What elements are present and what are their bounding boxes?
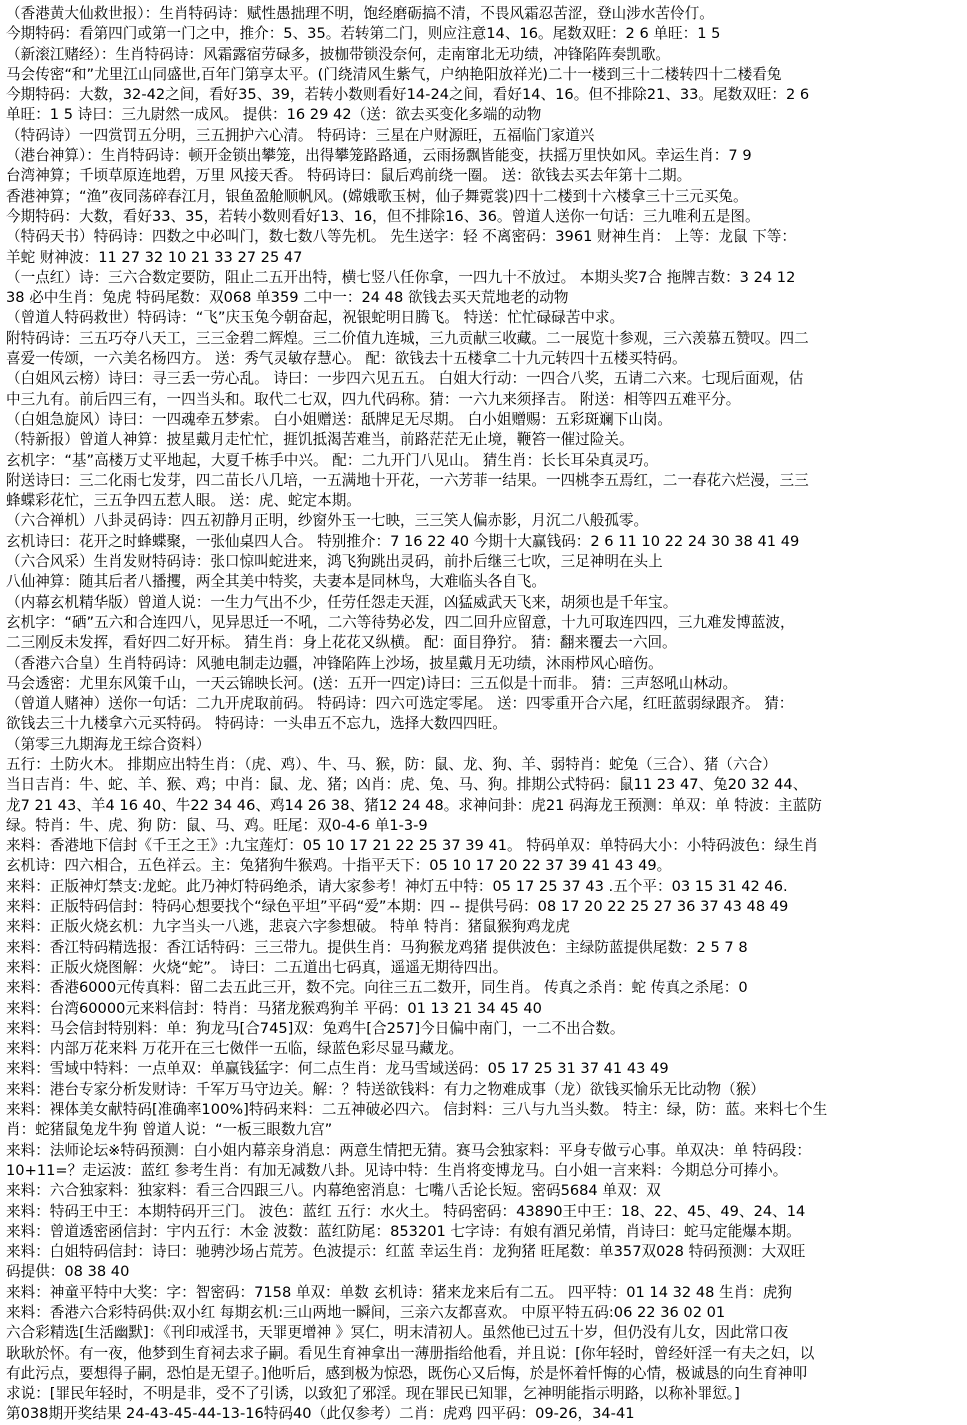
text-line: 八仙神算：随其后者八播攫，两全其美中特奖，夫妻本是同林鸟，大难临头各自飞。 bbox=[6, 573, 546, 591]
text-line: 耿耿於怀。有一夜，他梦到生育祠去求子嗣。看见生育神拿出一薄册指给他看，并且说：[你年轻时，曾经奸淫一有夫之妇，以 bbox=[6, 1344, 815, 1362]
text-line: （特码天书）特码诗：四数之中必叫门，数七数八等先机。 先生送字：轻 不离密码：3961 财神生肖： 上等：龙鼠 下等： bbox=[6, 228, 797, 246]
text-line: （内幕玄机精华版）曾道人说：一生力气出不少，任劳任怨走天涯，凶猛威武天飞来，胡须也是千年宝。 bbox=[6, 593, 678, 611]
text-line: 来料：特码王中王：本期特码开三门。 波色：蓝红 五行：水火土。 特码密码：43890王中王：18、22、45、49、24、14 bbox=[6, 1202, 806, 1220]
text-line: 二三刚反未发挥，看好四二好开标。 猜生肖：身上花花又纵横。 配：面目狰狞。 猜：翻来覆去一六回。 bbox=[6, 634, 677, 652]
text-line: （港台神算）：生肖特码诗：顿开金锁出攀笼，出得攀笼路路通，云雨扬飘皆能变，扶摇万里快如风。幸运生肖：7 9 bbox=[6, 147, 752, 165]
text-line: 喜爱一传颂，一六美名杨四方。 送：秀气灵敏存慧心。 配：欲钱去十五楼拿二十九元转四十五楼买特码。 bbox=[6, 350, 687, 368]
text-line: 中三九有。前后四三有，一四当头和。取代二七双，四九代码称。猜：一六九来须择吉。 附送：相等四五难平分。 bbox=[6, 390, 741, 408]
text-line: 玄机诗曰：花开之时蜂蝶聚，一张仙桌四人合。 特别推介：7 16 22 40 今期十大赢钱码：2 6 11 10 22 24 30 38 41 49 bbox=[6, 532, 800, 550]
text-line: 38 必中生肖：兔虎 特码尾数：双068 单359 二中一：24 48 欲钱去买天荒地老的动物 bbox=[6, 289, 569, 307]
text-line: 来料：裸体美女献特码[准确率100%]特码来料：二五神破必四六。 信封料：三八与九当头数。 特主：绿，防：蓝。来料七个生 bbox=[6, 1101, 828, 1119]
text-line: 来料：香港六合彩特码供:双小红 每期玄机:三山两地一瞬间，三亲六友都喜欢。 中原平特五码:06 22 36 02 01 bbox=[6, 1304, 726, 1321]
text-line: 马会传密“和”尤里江山同盛世,百年门第享太平。(门绕清风生紫气，户纳艳阳放祥光)二十一楼到三十二楼转四十二楼看兔 bbox=[6, 65, 782, 83]
text-line: （白姐风云榜）诗曰：寻三丢一劳心乱。 诗曰：一步四六见五五。 白姐大行动：一四合八奖，五请二六来。七现后面观，估 bbox=[6, 370, 804, 388]
text-line: 来料：香港6000元传真料：留二去五此三开，数不完。向往三五二数开，同生肖。 传真之杀肖：蛇 传真之杀尾：0 bbox=[6, 979, 748, 997]
text-line: 当日吉肖：牛、蛇、羊、猴、鸡；中肖：鼠、龙、猪；凶肖：虎、兔、马、狗。排期公式特码：鼠11 23 47、兔20 32 44、 bbox=[6, 776, 808, 794]
text-line: 第038期开奖结果 24-43-45-44-13-16特码40（此仅参考）二肖：虎鸡 四平码：09-26，34-41 bbox=[6, 1405, 635, 1423]
text-line: 来料：神童平特中大奖：字：智密码：7158 单双：单数 玄机诗：猪来龙来后有二五。 四平特：01 14 32 48 生肖：虎狗 bbox=[6, 1283, 793, 1301]
text-line: 来料：法师论坛※特码预测：白小姐内幕亲身消息：两意生情把无猜。赛马会独家料：平身专做亏心事。单双决：单 特码段： bbox=[6, 1141, 811, 1159]
text-line: 六合彩精选[生活幽默]：《刊印戒淫书，天罪更增神 》冥仁，明末清初人。虽然他已过五十岁，但仍没有儿女，因此常口夜 bbox=[6, 1324, 789, 1342]
text-line: 附特码诗：三五巧夺八天工，三三金碧二辉煌。三二价值九连城，三九贡献三收藏。二一展览十参观，三六羡慕五赞叹。四二 bbox=[6, 329, 809, 347]
text-line: （曾道人赌神）送你一句话：二九开虎取前码。 特码诗：四六可选定零尾。 送：四零重开合六尾，红旺蓝弱绿跟齐。 猜： bbox=[6, 695, 794, 713]
text-line: 来料：白姐特码信封：诗曰：驰骋沙场占荒芳。色波提示：红蓝 幸运生肖：龙狗猪 旺尾数：单357双028 特码预测：大双旺 bbox=[6, 1243, 806, 1261]
text-line: 龙7 21 43、羊4 16 40、牛22 34 46、鸡14 26 38、猪12 24 48。求神问卦：虎21 码海龙王预测：单双：单 特波：主蓝防 bbox=[6, 796, 822, 814]
text-line: 玄机字：“基”高楼万丈平地起，大夏千栋手中兴。 配：二九开门八见山。 猜生肖：长长耳朵真灵巧。 bbox=[6, 451, 658, 469]
text-line: 10+11=？走运波：蓝红 参考生肖：有加无减数八卦。见诗中特：生肖将变博龙马。白小姐一言来料：今期总分可捧小。 bbox=[6, 1161, 788, 1179]
text-line: 欲钱去三十九楼拿六元买特码。 特码诗：一头串五不忘九，选择大数四四旺。 bbox=[6, 715, 507, 733]
text-body bbox=[6, 4, 949, 1425]
text-line: 绿。特肖：牛、虎、狗 防：鼠、马、鸡。旺尾：双0-4-6 单1-3-9 bbox=[6, 816, 428, 834]
text-line: 来料：六合独家料：独家料：看三合四跟三八。内幕绝密消息：七嘴八舌论长短。密码5684 单双：双 bbox=[6, 1182, 661, 1200]
text-line: 今期特码：大数，看好33、35，若转小数则看好13、16，但不排除16、36。曾道人送你一句话：三九唯利五是图。 bbox=[6, 207, 760, 225]
text-line: 肖：蛇猪鼠兔龙牛狗 曾道人说：“一板三眼数九宫” bbox=[6, 1121, 333, 1139]
text-line: （六合风采）生肖发财特码诗：张口惊叫蛇进来，鸿飞狗跳出灵码，前扑后继三七吹，三足神明在头上 bbox=[6, 553, 663, 571]
text-line: （特码诗）一四赏罚五分明，三五拥护六心清。 特码诗：三星在户财源旺，五福临门家道兴 bbox=[6, 126, 595, 144]
text-line: 来料：正版特码信封：特码心想要找个“绿色平坦”平码“爱”本期：四 -- 提供号码：08 17 20 22 25 27 36 37 43 48 49 bbox=[6, 898, 789, 916]
text-line: 有此污点，要想得子嗣，恐怕是无望子。]他听后，感到极为惊恐，既伤心又后悔，於是怀着忏悔的心情，极诚恳的向生育神叩 bbox=[6, 1364, 808, 1382]
text-line: 来料：香江特码精选报：香江话特码：三三带九。提供生肖：马狗猴龙鸡猪 提供波色：主绿防蓝提供尾数：2 5 7 8 bbox=[6, 938, 748, 956]
text-line: 求说：[罪民年轻时，不明是非，受不了引诱，以致犯了邪淫。现在罪民已知罪，乞神明能指示明路，以称补罪愆。] bbox=[6, 1385, 740, 1403]
text-line: 玄机诗：四六相合，五色祥云。主：兔猪狗牛猴鸡。十指平天下：05 10 17 20 22 37 39 41 43 49。 bbox=[6, 857, 672, 875]
text-line: 来料：台湾60000元来料信封：特肖：马猪龙猴鸡狗羊 平码：01 13 21 34 45 40 bbox=[6, 999, 542, 1017]
text-line: （新滚江赌经）：生肖特码诗：风霜露宿劳碌多，披枷带锁没奈何，走南窜北无功绩，冲锋陷阵奏凯歌。 bbox=[6, 45, 671, 63]
text-line: 今期特码：大数，32-42之间，看好35、39，若转小数则看好14-24之间，看好14、16。但不排除21、33。尾数双旺：2 6 bbox=[6, 86, 810, 104]
text-line: 蜂蝶彩花忙，三五争四五惹人眼。 送：虎、蛇定本期。 bbox=[6, 492, 361, 510]
text-line: 五行：土防火木。 排期应出特生肖：（虎、鸡）、牛、马、猴，防：鼠、龙、狗、羊、弱特肖：蛇兔（三合）、猪（六合） bbox=[6, 755, 777, 773]
text-line: 来料：正版火烧图解：火烧“蛇”。 诗曰：二五道出七码真，遥遥无期待四出。 bbox=[6, 958, 508, 976]
text-line: 码提供：08 38 40 bbox=[6, 1263, 130, 1281]
text-line: 今期特码：看第四门或第一门之中，推介：5、35。若转第二门，则应注意14、16。尾数双旺：2 6 单旺：1 5 bbox=[6, 25, 721, 43]
text-line: 玄机字：“硒”五六和合连四八，见异思迁一不吼，二六等待势必发，四二回升应留意，十九可取连四四，三九难发博蓝波， bbox=[6, 613, 795, 631]
text-line: 来料：港台专家分析发财诗：千军万马守边关。解：？特送欲钱料：有力之物难成事（龙）欲钱买愉乐无比动物（猴） bbox=[6, 1080, 765, 1098]
text-line: 来料：香港地下信封《千王之王》:九宝莲灯：05 10 17 21 22 25 37 39 41。 特码单双：单特码大小：小特码波色：绿生肖 bbox=[6, 837, 819, 855]
text-line: （六合禅机）八卦灵码诗：四五初静月正明，纱窗外玉一七映，三三笑人偏赤影，月沉二八般孤零。 bbox=[6, 512, 649, 530]
text-line: （曾道人特码救世）特码诗：“飞”庆玉兔今朝奋起，祝银蛇明日腾飞。 特送：忙忙碌碌苦中求。 bbox=[6, 309, 625, 327]
text-line: 来料：马会信封特别料：单：狗龙马[合745]双：兔鸡牛[合257]今日偏中南门，一二不出合数。 bbox=[6, 1019, 625, 1037]
text-line: （白姐急旋风）诗曰：一四魂牵五梦索。 白小姐赠送：舐牌足无尽期。 白小姐赠赐：五彩斑斓下山岗。 bbox=[6, 410, 673, 428]
text-line: （特新报）曾道人神算：披星戴月走忙忙，捱饥抵渴苦难当，前路茫茫无止境，鞭笞一催过险关。 bbox=[6, 431, 634, 449]
text-line: 来料：正版火烧玄机：九字当头一八逃，悲哀六字参想破。 特单 特肖：猪鼠猴狗鸡龙虎 bbox=[6, 918, 570, 936]
text-line: 来料：曾道透密函信封：宇内五行：木金 波数：蓝红防尾：853201 七字诗：有娘有酒兄弟情，肖诗曰：蛇马定能爆本期。 bbox=[6, 1222, 801, 1240]
text-line: 台湾神算；千顷草原连地碧，万里 风接天香。 特码诗曰：鼠后鸡前绕一圈。 送：欲钱去买去年第十二期。 bbox=[6, 167, 692, 185]
text-line: 单旺：1 5 诗曰：三九尉然一成风。 提供：16 29 42（送：欲去买变化多端的动物 bbox=[6, 106, 542, 124]
text-line: 来料：正版神灯禁支:龙蛇。此乃神灯特码绝杀，请大家参考！神灯五中特：05 17 25 37 43 .五个平：03 15 31 42 46. bbox=[6, 877, 788, 895]
text-line: （香港黄大仙救世报）：生肖特码诗：赋性愚拙理不明，饱经磨砺搞不清，不畏风霜忍苦涩，登山涉水苦伶仃。 bbox=[6, 5, 714, 22]
text-line: （一点红）诗：三六合数定要防，阻止二五开出特，横七竖八任你拿，一四九十不放过。 本期头奖7合 拖牌吉数：3 24 12 bbox=[6, 268, 796, 286]
text-line: 羊蛇 财神波：11 27 32 10 21 33 27 25 47 bbox=[6, 248, 303, 266]
text-line: 来料：内部万花来料 万花开在三七傚伴一五临，绿蓝色彩尽显马藏龙。 bbox=[6, 1040, 464, 1058]
text-line: 附送诗曰：三二化雨七发芽，四二苗长八几培，一五满地十开花，一六芳菲一结果。一四桃李五焉红，二一春花六烂漫，三三 bbox=[6, 471, 809, 489]
text-line: 马会透密：尤里东风策千山，一天云锦映长河。(送：五开一四定)诗曰：三五似是十而非。 猜：三声怒吼山林动。 bbox=[6, 674, 738, 692]
text-line: 来料：雪域中特料：一点单双：单赢钱猛字：何二点生肖：龙马雪域送码：05 17 25 31 37 41 43 49 bbox=[6, 1060, 669, 1078]
text-line: （香港六合皇）生肖特码诗：风驰电制走边疆，冲锋陷阵上沙场，披星戴月无功绩，沐雨栉风心暗伤。 bbox=[6, 654, 663, 672]
text-line: 香港神算；“渔”夜同荡碎春江月，银鱼盈舱顺帆风。(嫦娥歌玉树，仙子舞霓裳)四十二楼到十六楼拿三十三元买兔。 bbox=[6, 187, 748, 205]
text-line: （第零三九期海龙王综合资料） bbox=[6, 735, 211, 753]
